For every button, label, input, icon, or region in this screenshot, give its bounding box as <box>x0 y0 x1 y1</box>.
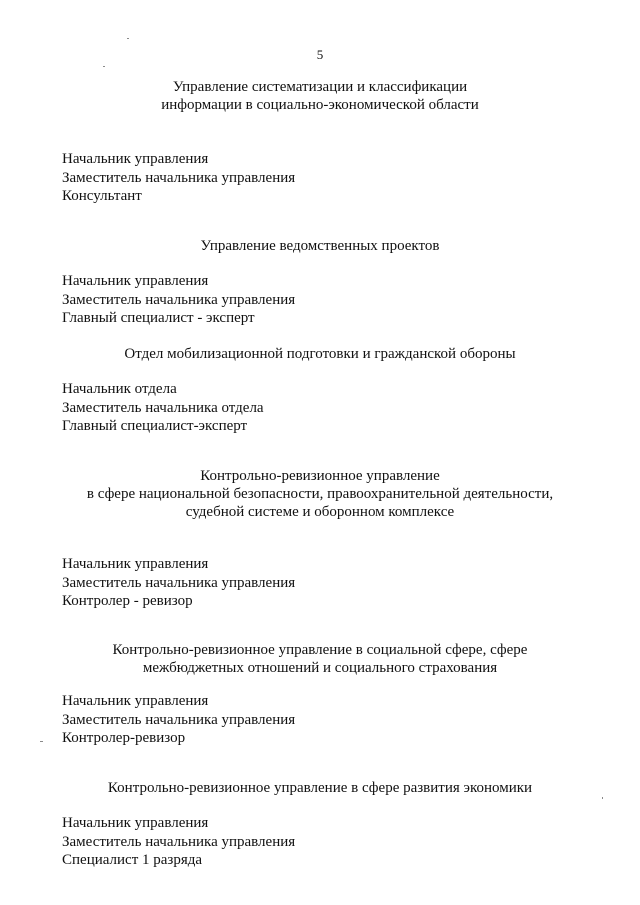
heading-line: в сфере национальной безопасности, правоохранительной деятельности, <box>86 486 554 502</box>
position-item: Контролер - ревизор <box>62 593 193 609</box>
position-item: Начальник отдела <box>62 381 177 397</box>
heading-line: Контрольно-ревизионное управление в сфере развития экономики <box>107 780 533 796</box>
section-heading-mobilization <box>0 345 640 363</box>
positions-list-social-sphere-audit <box>62 692 295 748</box>
heading-line: межбюджетных отношений и социального страхования <box>142 660 498 676</box>
position-item: Консультант <box>62 188 142 204</box>
position-item: Заместитель начальника управления <box>62 574 296 591</box>
section-heading-social-sphere-audit <box>0 641 640 677</box>
section-heading-national-security-audit <box>0 467 640 521</box>
position-item: Начальник управления <box>62 273 209 289</box>
position-item: Начальник управления <box>62 151 209 167</box>
heading-line: Контрольно-ревизионное управление <box>200 468 440 484</box>
positions-list-departmental-projects <box>62 272 295 328</box>
heading-line: информации в социально-экономической области <box>161 97 479 113</box>
position-item: Начальник управления <box>62 556 209 572</box>
position-item: Заместитель начальника управления <box>62 711 296 728</box>
scan-speck <box>602 797 603 799</box>
positions-list-mobilization <box>62 380 264 436</box>
position-item: Начальник управления <box>62 815 209 831</box>
heading-line: Контрольно-ревизионное управление в социальной сфере, сфере <box>112 642 528 658</box>
position-item: Контролер-ревизор <box>62 730 186 746</box>
heading-line: судебной системе и оборонном комплексе <box>185 504 455 520</box>
positions-list-national-security-audit <box>62 555 295 611</box>
position-item: Главный специалист - эксперт <box>62 310 255 326</box>
position-item: Заместитель начальника управления <box>62 291 296 308</box>
positions-list-systematization <box>62 150 295 206</box>
position-item: Главный специалист-эксперт <box>62 418 248 434</box>
scan-speck <box>103 66 105 67</box>
section-heading-economic-development-audit <box>0 779 640 797</box>
section-heading-systematization <box>0 78 640 114</box>
position-item: Заместитель начальника управления <box>62 169 296 186</box>
position-item: Специалист 1 разряда <box>62 852 203 868</box>
position-item: Заместитель начальника отдела <box>62 399 264 416</box>
positions-list-economic-development-audit <box>62 814 295 870</box>
scan-speck <box>127 38 129 39</box>
heading-line: Управление систематизации и классификации <box>172 79 468 95</box>
heading-line: Управление ведомственных проектов <box>200 238 440 254</box>
scan-speck <box>40 741 43 742</box>
heading-line: Отдел мобилизационной подготовки и гражданской обороны <box>124 346 516 362</box>
page-number: 5 <box>316 47 324 62</box>
position-item: Начальник управления <box>62 693 209 709</box>
section-heading-departmental-projects <box>0 237 640 255</box>
position-item: Заместитель начальника управления <box>62 833 296 850</box>
